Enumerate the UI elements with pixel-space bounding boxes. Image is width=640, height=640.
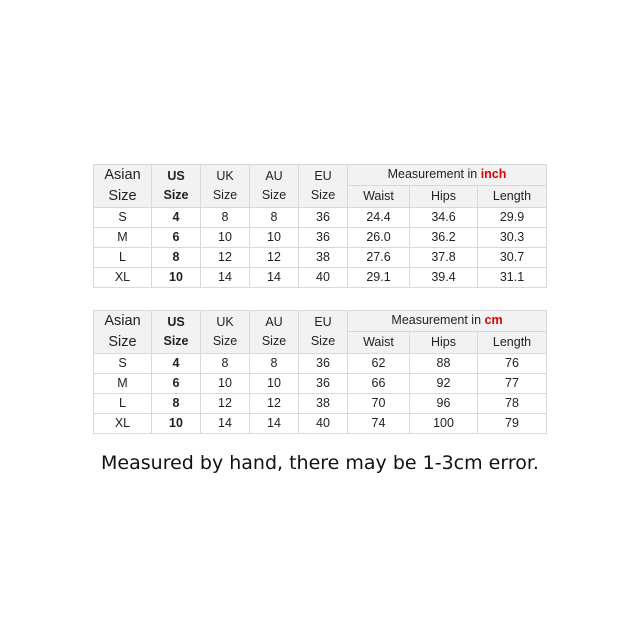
cell-au-size: 12 — [250, 394, 299, 414]
cell-eu-size: 38 — [299, 394, 348, 414]
cell-uk-size: 10 — [201, 228, 250, 248]
cell-length: 29.9 — [478, 208, 547, 228]
cell-uk-size: 10 — [201, 374, 250, 394]
cell-length: 30.3 — [478, 228, 547, 248]
cell-waist: 27.6 — [348, 248, 410, 268]
table-row — [94, 248, 547, 268]
subheader-waist: Waist — [348, 331, 410, 353]
size-table-cm — [93, 310, 547, 434]
cell-waist: 24.4 — [348, 208, 410, 228]
cell-us-size: 8 — [152, 394, 201, 414]
header-uk-size: UK Size — [201, 311, 250, 354]
cell-eu-size: 36 — [299, 208, 348, 228]
cell-uk-size: 14 — [201, 414, 250, 434]
header-asian-size: Asian Size — [94, 311, 152, 354]
cell-us-size: 4 — [152, 208, 201, 228]
cell-us-size: 10 — [152, 414, 201, 434]
cell-us-size: 8 — [152, 248, 201, 268]
cell-waist: 66 — [348, 374, 410, 394]
cell-uk-size: 8 — [201, 208, 250, 228]
cell-uk-size: 12 — [201, 394, 250, 414]
cell-length: 31.1 — [478, 268, 547, 288]
cell-us-size: 10 — [152, 268, 201, 288]
cell-uk-size: 12 — [201, 248, 250, 268]
cell-asian-size: M — [94, 228, 152, 248]
cell-hips: 36.2 — [410, 228, 478, 248]
cell-eu-size: 40 — [299, 268, 348, 288]
header-eu-size: EU Size — [299, 165, 348, 208]
cell-asian-size: M — [94, 374, 152, 394]
cell-asian-size: S — [94, 354, 152, 374]
cell-eu-size: 36 — [299, 228, 348, 248]
cell-waist: 29.1 — [348, 268, 410, 288]
measurement-unit: inch — [480, 167, 507, 182]
cell-eu-size: 40 — [299, 414, 348, 434]
cell-us-size: 6 — [152, 374, 201, 394]
cell-au-size: 8 — [250, 208, 299, 228]
cell-hips: 39.4 — [410, 268, 478, 288]
cell-length: 77 — [478, 374, 547, 394]
table-row — [94, 208, 547, 228]
header-us-size: US Size — [152, 165, 201, 208]
header-au-size: AU Size — [250, 165, 299, 208]
table-row — [94, 228, 547, 248]
cell-length: 76 — [478, 354, 547, 374]
measurement-note: Measured by hand, there may be 1-3cm error. — [101, 452, 539, 474]
measurement-unit: cm — [484, 313, 503, 328]
cell-us-size: 4 — [152, 354, 201, 374]
cell-hips: 34.6 — [410, 208, 478, 228]
cell-length: 78 — [478, 394, 547, 414]
cell-au-size: 12 — [250, 248, 299, 268]
cell-asian-size: L — [94, 394, 152, 414]
cell-eu-size: 36 — [299, 354, 348, 374]
cell-hips: 100 — [410, 414, 478, 434]
cell-waist: 62 — [348, 354, 410, 374]
cell-au-size: 14 — [250, 414, 299, 434]
cell-au-size: 10 — [250, 374, 299, 394]
table-row — [94, 394, 547, 414]
cell-length: 30.7 — [478, 248, 547, 268]
header-au-size: AU Size — [250, 311, 299, 354]
cell-length: 79 — [478, 414, 547, 434]
table-row — [94, 268, 547, 288]
table-row — [94, 354, 547, 374]
cell-waist: 26.0 — [348, 228, 410, 248]
cell-uk-size: 8 — [201, 354, 250, 374]
subheader-hips: Hips — [410, 331, 478, 353]
header-eu-size: EU Size — [299, 311, 348, 354]
cell-eu-size: 36 — [299, 374, 348, 394]
cell-au-size: 14 — [250, 268, 299, 288]
cell-hips: 96 — [410, 394, 478, 414]
subheader-length: Length — [478, 331, 547, 353]
cell-waist: 74 — [348, 414, 410, 434]
table-row — [94, 414, 547, 434]
subheader-length: Length — [478, 185, 547, 207]
cell-au-size: 10 — [250, 228, 299, 248]
cell-asian-size: XL — [94, 268, 152, 288]
header-uk-size: UK Size — [201, 165, 250, 208]
cell-hips: 88 — [410, 354, 478, 374]
cell-eu-size: 38 — [299, 248, 348, 268]
cell-asian-size: L — [94, 248, 152, 268]
cell-uk-size: 14 — [201, 268, 250, 288]
cell-asian-size: XL — [94, 414, 152, 434]
table-row — [94, 374, 547, 394]
cell-hips: 92 — [410, 374, 478, 394]
cell-hips: 37.8 — [410, 248, 478, 268]
cell-asian-size: S — [94, 208, 152, 228]
cell-au-size: 8 — [250, 354, 299, 374]
header-asian-size: Asian Size — [94, 165, 152, 208]
subheader-waist: Waist — [348, 185, 410, 207]
header-us-size: US Size — [152, 311, 201, 354]
cell-waist: 70 — [348, 394, 410, 414]
subheader-hips: Hips — [410, 185, 478, 207]
header-measurement: Measurement in inch — [348, 165, 547, 186]
size-table-inch — [93, 164, 547, 288]
cell-us-size: 6 — [152, 228, 201, 248]
header-measurement: Measurement in cm — [348, 311, 547, 332]
